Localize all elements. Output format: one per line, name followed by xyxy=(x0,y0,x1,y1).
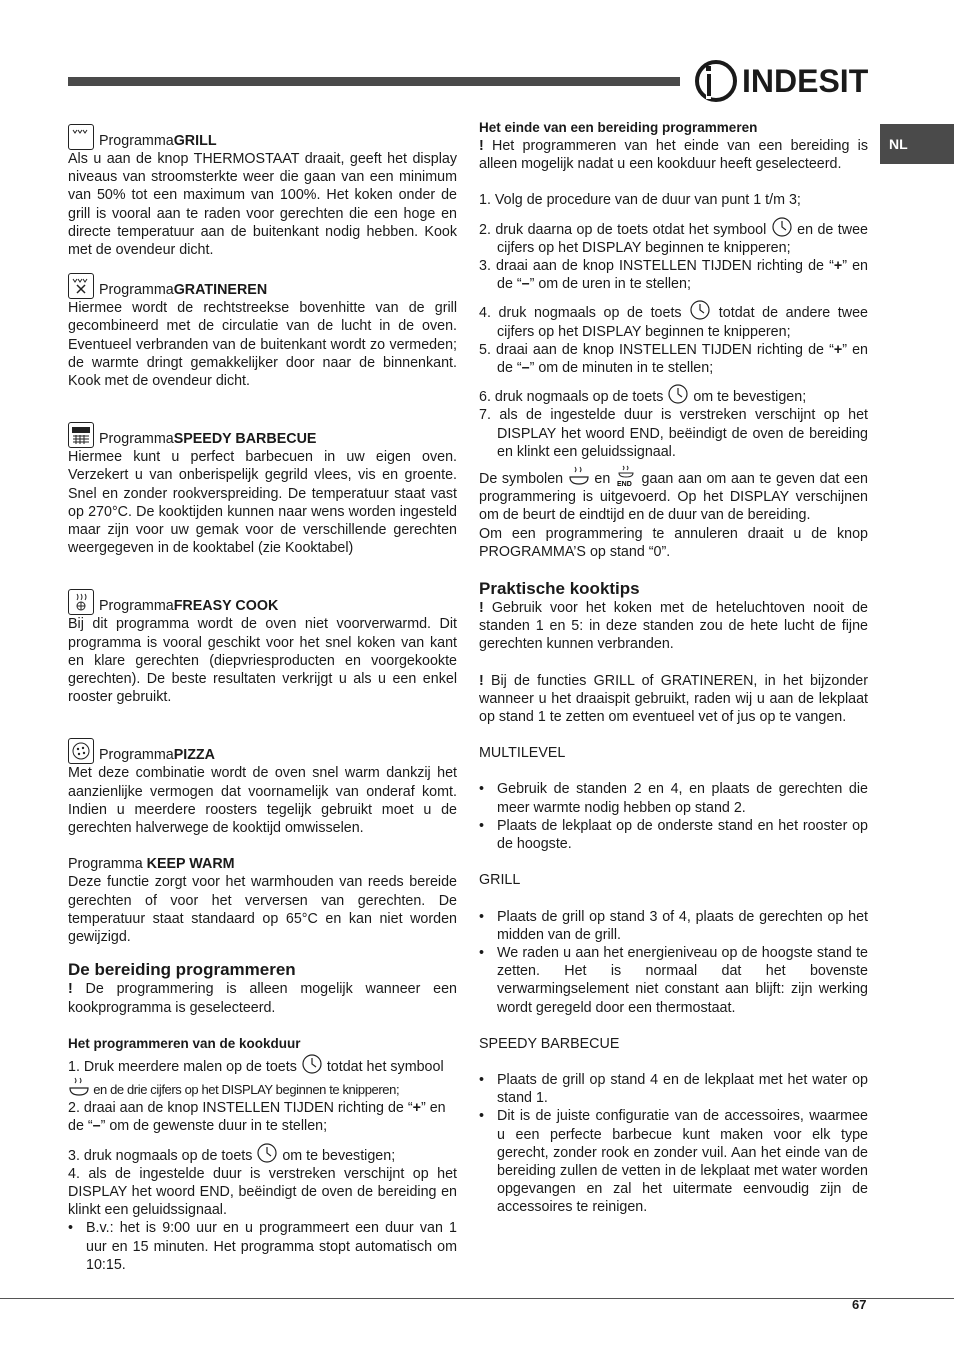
language-label: NL xyxy=(889,136,908,152)
keepwarm-name: KEEP WARM xyxy=(146,856,235,873)
tip-2: ! Bij de functies GRILL of GRATINEREN, in het bijzonder wanneer u het draaispit gebruikt, raden wij u aan de lekplaat op stand 1 te zetten om eventueel vet of jus op te vangen. xyxy=(479,672,868,726)
symbols-text: De symbolen en END gaan aan om aan te geven dat een programmering is uitgevoerd. Op het DISPLAY verschijnen om de beurt de eindtijd en de duur van de bereiding. xyxy=(479,465,868,525)
page-number: 67 xyxy=(852,1297,867,1312)
einde-step-1: 1. Volg de procedure van de duur van punt 1 t/m 3; xyxy=(479,192,801,209)
pizza-prefix: Programma xyxy=(99,747,174,764)
kookduur-step-4: 4. als de ingestelde duur is verstreken verschijnt op het DISPLAY het woord END, beëindigt de oven de bereiding en klinkt een geluidssignaal. xyxy=(68,1165,457,1219)
right-column xyxy=(479,119,868,1217)
header-bar xyxy=(68,77,680,86)
clock-icon xyxy=(256,1142,278,1164)
gratineren-name: GRATINEREN xyxy=(173,282,268,299)
clock-icon xyxy=(771,216,793,238)
freasy-heading xyxy=(68,589,457,615)
svg-text:END: END xyxy=(616,481,632,488)
kookduur-step-1: 1. Druk meerdere malen op de toets totdat het symbool en de drie cijfers op het DISPLAY beginnen te knipperen; xyxy=(68,1053,457,1099)
grill-icon xyxy=(68,124,94,150)
clock-icon xyxy=(689,299,711,321)
left-column xyxy=(68,124,457,1274)
keepwarm-heading xyxy=(68,855,457,873)
speedy-tips-heading: SPEEDY BARBECUE xyxy=(479,1035,620,1052)
pizza-name: PIZZA xyxy=(173,747,215,764)
grill-tips-heading: GRILL xyxy=(479,872,521,889)
kookduur-title: Het programmeren van de kookduur xyxy=(68,1035,301,1051)
grill-heading xyxy=(68,124,457,150)
multilevel-heading: MULTILEVEL xyxy=(479,745,566,762)
einde-warning xyxy=(479,137,868,173)
freasy-text: Bij dit programma wordt de oven niet voorverwarmd. Dit programma is vooral geschikt voor het snel koken van kant en klare gerechten (diepvriesproducten en voorgekookte gerechten). De beste resultaten verkrijgt u als u een enkel rooster gebruikt. xyxy=(68,616,457,706)
pizza-heading xyxy=(68,738,457,764)
grill-prefix: Programma xyxy=(99,132,174,149)
bereiding-text: De programmering is alleen mogelijk wanneer een kookprogramma is geselecteerd. xyxy=(68,981,457,1016)
freasy-cook-icon xyxy=(68,589,94,615)
bereiding-title: De bereiding programmeren xyxy=(68,960,296,980)
einde-step-2: 2. druk daarna op de toets otdat het symbool en de twee cijfers op het DISPLAY beginnen te knipperen; xyxy=(479,216,868,257)
brand-logo xyxy=(694,56,868,106)
speedy-text: Hiermee kunt u perfect barbecuen in uw eigen oven. Verzekert u van onberispelijk gegrild vlees, vis en groente. Snel en zonder rookverspreiding. De temperatuur staat vast op 270°C. De kooktijden kunnen naar wens worden ingesteld maar zijn voor uw gemak voor de verschillende gerechten weergegeven in de kooktabel (zie Kooktabel) xyxy=(68,449,457,557)
keepwarm-prefix: Programma xyxy=(68,856,147,873)
list-item: • Gebruik de standen 2 en 4, en plaats de gerechten die meer warmte nodig hebben op stand 2. xyxy=(479,781,868,816)
speedy-prefix: Programma xyxy=(99,431,174,448)
pizza-text: Met deze combinatie wordt de oven snel warm dankzij het aanzienlijke vermogen dat voornamelijk van onderaf komt. Indien u meerdere roosters tegelijk gebruikt moet u de gerechten halverwege de kooktijd omwisselen. xyxy=(68,765,457,837)
einde-step-3: 3. draai aan de knop INSTELLEN TIJDEN richting de “+” en de “–” om de uren in te stellen; xyxy=(479,258,868,293)
clock-icon xyxy=(301,1053,323,1075)
tips-title: Praktische kooktips xyxy=(479,579,640,599)
list-item: • B.v.: het is 9:00 uur en u programmeert een duur van 1 uur en 15 minuten. Het programma stopt automatisch om 10:15. xyxy=(68,1220,457,1273)
einde-title: Het einde van een bereiding programmeren xyxy=(479,120,758,135)
pizza-icon xyxy=(68,738,94,764)
grill-name: GRILL xyxy=(173,132,217,149)
cancel-text: Om een programmering te annuleren draait u de knop PROGRAMMA’S op stand “0”. xyxy=(479,525,868,560)
gratineren-prefix: Programma xyxy=(99,282,174,299)
bereiding-warning xyxy=(68,980,457,1016)
end-pot-icon xyxy=(615,465,637,487)
language-tab xyxy=(880,124,954,164)
tip-1: ! Gebruik voor het koken met de heteluchtoven nooit de standen 1 en 5: in deze standen zou de hete lucht de fijne gerechten kunnen verbranden. xyxy=(479,600,868,653)
gratineren-icon xyxy=(68,273,94,299)
einde-step-7: 7. als de ingestelde duur is verstreken verschijnt op het DISPLAY het woord END, beëindigt de oven de bereiding en klinkt een geluidssignaal. xyxy=(479,407,868,460)
list-item: • Plaats de grill op stand 3 of 4, plaats de gerechten op het midden van de grill. xyxy=(479,908,868,943)
kookduur-step-3: 3. druk nogmaals op de toets om te bevestigen; xyxy=(68,1142,457,1165)
duration-pot-icon xyxy=(68,1076,90,1098)
duration-pot-icon xyxy=(568,465,590,487)
speedy-barbecue-icon xyxy=(68,422,94,448)
list-item: • Plaats de lekplaat op de onderste stand en het rooster op de hoogste. xyxy=(479,817,868,853)
gratineren-text: Hiermee wordt de rechtstreekse bovenhitte van de grill gecombineerd met de circulatie van de lucht in de oven. Eventueel verbranden van de buitenkant wordt zo vermeden; de warmte dringt gemakkelijker door naar de binnenkant. Kook met de ovendeur dicht. xyxy=(68,300,457,390)
gratineren-heading xyxy=(68,273,457,299)
speedy-heading xyxy=(68,422,457,448)
grill-text: Als u aan de knop THERMOSTAAT draait, geeft het display niveaus van stroomsterkte weer die gaan van een minimum van 50% tot een maximum van 100%. Het koken onder de grill is vooral aan te raden voor gerechten die een hoge en directe temperatuur aan de buitenkant nodig hebben. Kook met de ovendeur dicht. xyxy=(68,151,457,259)
indesit-i-icon xyxy=(694,57,738,105)
footer-line xyxy=(0,1298,954,1299)
list-item: • We raden u aan het energieniveau op de hoogste stand te zetten. Het is normaal dat het bovenste verwarmingselement niet constant aan blijft: zijn werking wordt geregeld door een thermostaat. xyxy=(479,944,868,1016)
warning-mark: ! xyxy=(479,138,484,154)
einde-step-5: 5. draai aan de knop INSTELLEN TIJDEN richting de “+” en de “–” om de minuten in te stellen; xyxy=(479,341,868,377)
kookduur-step-2: 2. draai aan de knop INSTELLEN TIJDEN richting de “+” en de “–” om de gewenste duur in te stellen; xyxy=(68,1100,446,1135)
einde-step-4: 4. druk nogmaals op de toets totdat de andere twee cijfers op het DISPLAY beginnen te knipperen; xyxy=(479,299,868,340)
einde-step-6: 6. druk nogmaals op de toets om te bevestigen; xyxy=(479,383,868,406)
speedy-name: SPEEDY BARBECUE xyxy=(173,431,317,448)
clock-icon xyxy=(667,383,689,405)
keepwarm-text: Deze functie zorgt voor het warmhouden van reeds bereide gerechten of voor het verversen van gerechten. De temperatuur staat standaard op 65°C en kan niet worden gewijzigd. xyxy=(68,874,457,946)
einde-text: Het programmeren van het einde van een bereiding is alleen mogelijk nadat u een kookduur heeft geselecteerd. xyxy=(479,138,868,173)
freasy-name: FREASY COOK xyxy=(173,598,279,615)
list-item: • Plaats de grill op stand 4 en de lekplaat met het water op stand 1. xyxy=(479,1071,868,1107)
warning-mark: ! xyxy=(68,981,73,998)
freasy-prefix: Programma xyxy=(99,598,174,615)
brand-wordmark: INDESIT xyxy=(742,62,869,99)
list-item: • Dit is de juiste configuratie van de accessoires, waarmee u een perfecte barbecue kunt maken voor elk type gerecht, zonder rook en zonder vuil. Aan het einde van de bereiding zullen de vetten in de lekplaat met water worden opgevangen en zal het uitermate eenvoudig zijn de accessoires te reinigen. xyxy=(479,1108,868,1216)
